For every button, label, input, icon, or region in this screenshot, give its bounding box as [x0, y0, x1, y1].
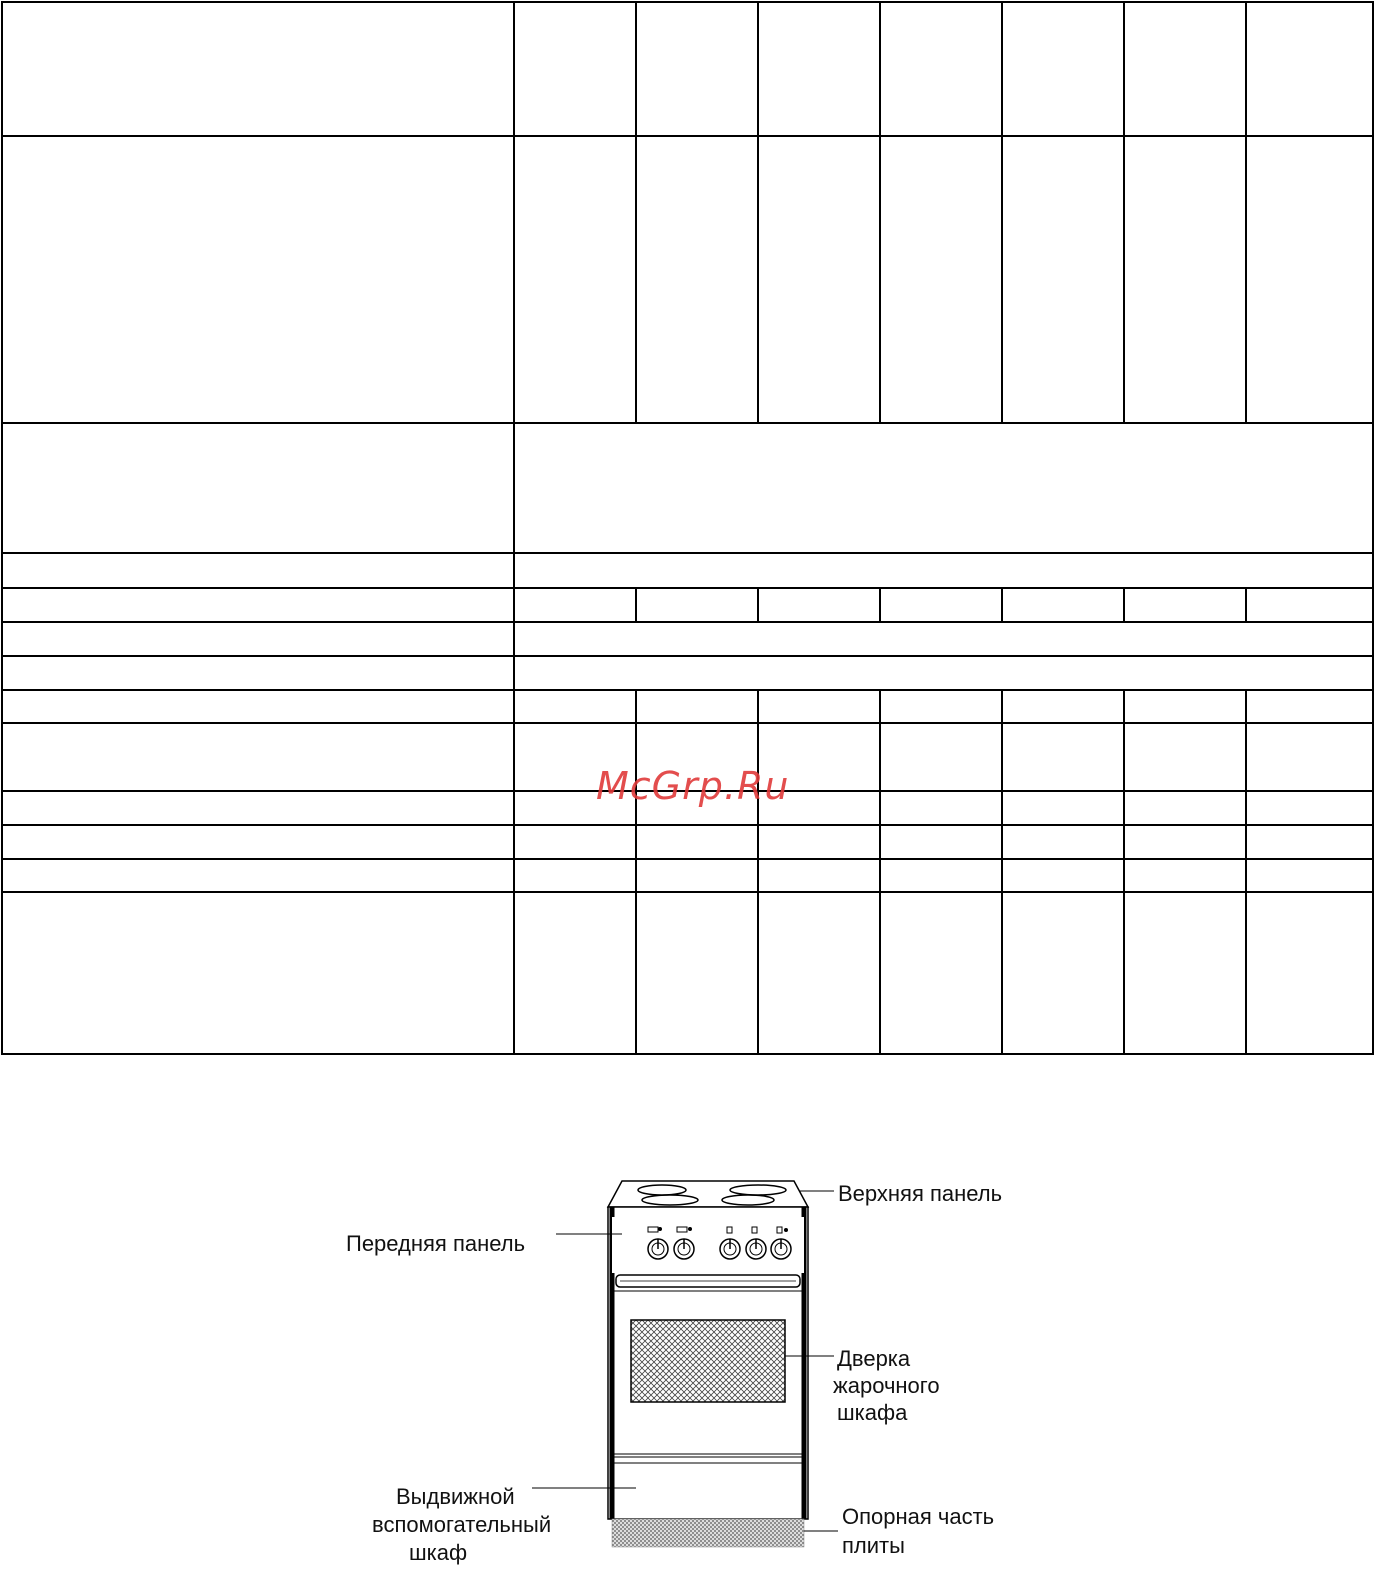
control-knob-icon [674, 1239, 694, 1259]
watermark: McGrp.Ru [596, 764, 790, 808]
control-knob-icon [648, 1239, 668, 1259]
control-panel [612, 1217, 804, 1273]
label-base-line1: Опорная часть [842, 1504, 995, 1529]
indicator-light [658, 1227, 662, 1231]
control-knob-icon [720, 1239, 740, 1259]
label-oven-door-line2: жарочного [833, 1373, 940, 1398]
label-drawer-line2: вспомогательный [372, 1512, 552, 1537]
table-model-columns [636, 2, 1246, 1054]
label-drawer-line3: шкаф [409, 1540, 468, 1565]
control-knob-icon [746, 1239, 766, 1259]
control-knob-icon [771, 1239, 791, 1259]
label-drawer-line1: Выдвижной [396, 1484, 515, 1509]
label-front-panel: Передняя панель [346, 1231, 526, 1256]
stove-base [612, 1519, 804, 1547]
stove-diagram [0, 1133, 1386, 1583]
label-oven-door-line1: Дверка [837, 1346, 911, 1371]
table-frame [2, 2, 1373, 1054]
label-base-line2: плиты [842, 1533, 905, 1558]
oven-door-handle [616, 1275, 800, 1287]
label-top-panel: Верхняя панель [838, 1181, 1003, 1206]
cooktop [608, 1181, 808, 1207]
indicator-light [784, 1228, 788, 1232]
oven-window [631, 1320, 785, 1402]
label-oven-door-line3: шкафа [837, 1400, 908, 1425]
indicator-light [688, 1227, 692, 1231]
